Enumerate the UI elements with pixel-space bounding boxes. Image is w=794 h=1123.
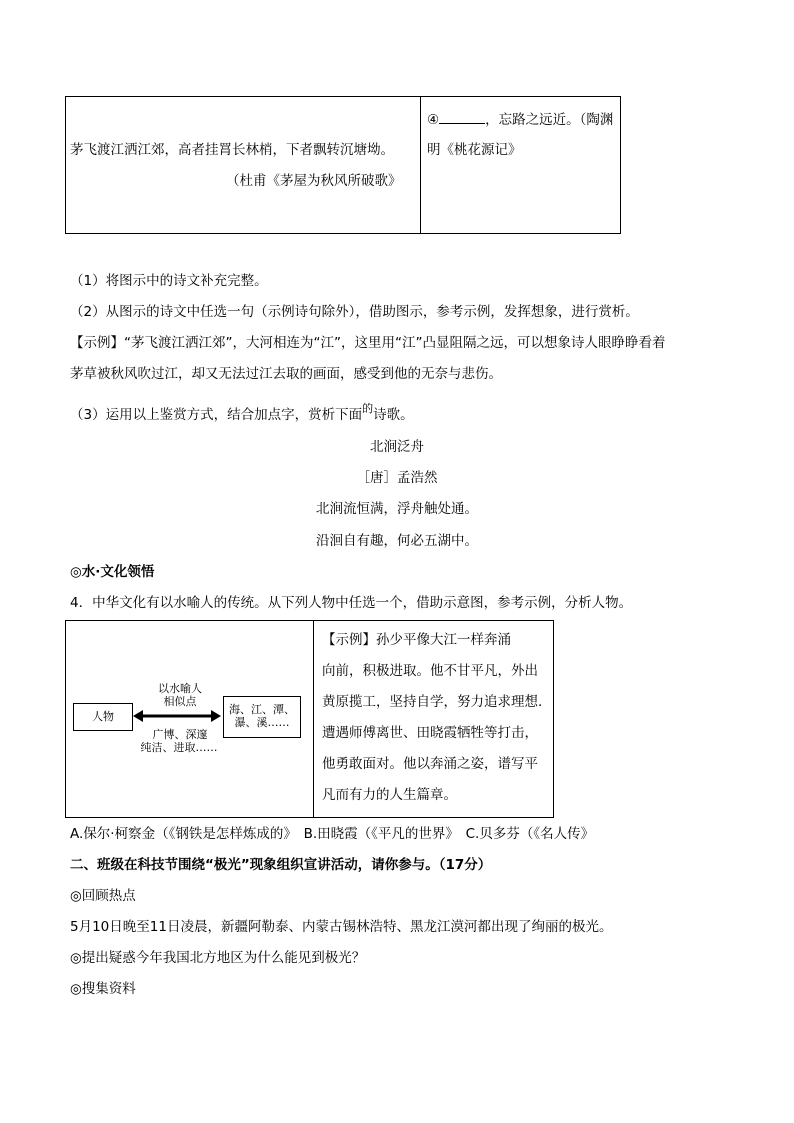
diagram-person-label: 人物 — [92, 710, 114, 723]
diagram-bottom-label-2: 纯洁、进取…… — [140, 741, 218, 754]
poem-line-1: 北涧流恒满，浮舟触处通。 — [316, 501, 478, 517]
double-arrow-icon — [133, 709, 221, 723]
answer-options: A.保尔·柯察金（《钢铁是怎样炼成的》 B.田晓霞（《平凡的世界》 C.贝多芬（《名人传》 — [70, 826, 595, 842]
question-2: （2）从图示的诗文中任选一句（示例诗句除外），借助图示，参考示例，发挥想象，进行赏析。 — [70, 304, 639, 320]
diagram-top-label-2: 相似点 — [163, 695, 197, 708]
review-heading: ◎回顾热点 — [70, 888, 136, 904]
poem-title: 北涧泛舟 — [370, 439, 424, 455]
example-2-line1: 【示例】孙少平像大江一样奔涌 — [322, 632, 511, 648]
diagram-water-line1: 海、江、潭、 — [229, 703, 295, 716]
diagram-person-box — [73, 703, 133, 731]
poem-author: ［唐］孟浩然 — [356, 470, 438, 486]
question-3-text-b: 诗歌。 — [373, 407, 414, 423]
question-1: （1）将图示中的诗文补充完整。 — [70, 273, 268, 289]
example-2-line3: 黄原揽工，坚持自学，努力追求理想. — [322, 694, 543, 710]
fill-blank[interactable] — [439, 110, 485, 124]
collect-heading: ◎搜集资料 — [70, 981, 136, 997]
poem-table-divider — [420, 96, 421, 233]
diagram-water-line2: 瀑、溪…… — [234, 716, 290, 729]
example-2-line2: 向前，积极进取。他不甘平凡，外出 — [322, 663, 538, 679]
poem-table-left-line: 茅飞渡江洒江郊，高者挂罥长林梢，下者飘转沉塘坳。 — [70, 142, 394, 158]
question-3-text-a: （3）运用以上鉴赏方式，结合加点字，赏析下面 — [70, 407, 363, 423]
example-2-line4: 遭遇师傅离世、田晓霞牺牲等打击， — [322, 725, 538, 741]
question-4: 4．中华文化有以水喻人的传统。从下列人物中任选一个，借助示意图，参考示例，分析人物。 — [70, 595, 633, 611]
doubt-text: ◎提出疑惑今年我国北方地区为什么能见到极光？ — [70, 950, 366, 966]
example-2-line5: 他勇敢面对。他以奔涌之姿，谱写平 — [322, 756, 538, 772]
example-2-line6: 凡而有力的人生篇章。 — [322, 787, 457, 803]
section-2-heading: 二、班级在科技节围绕“极光”现象组织宣讲活动，请你参与。（17分） — [70, 857, 492, 873]
blank-number: ④ — [427, 112, 440, 128]
right-line1-rest: ，忘路之远近。（陶渊 — [485, 112, 614, 128]
example-1-line2: 茅草被秋风吹过江，却又无法过江去取的画面，感受到他的无奈与悲伤。 — [70, 366, 502, 382]
question-3 — [70, 402, 414, 425]
poem-line-2: 沿洄自有趣，何必五湖中。 — [316, 533, 478, 549]
figure-table-divider — [313, 620, 314, 817]
poem-table-right-line1 — [427, 110, 613, 129]
question-3-stray-char: 的 — [362, 402, 374, 415]
diagram-bottom-label-1: 广博、深邃 — [152, 728, 208, 741]
poem-table-right-line2: 明《桃花源记》 — [427, 142, 522, 158]
diagram-top-label-1: 以水喻人 — [158, 682, 202, 695]
news-text: 5月10日晚至11日凌晨，新疆阿勒泰、内蒙古锡林浩特、黑龙江漠河都出现了绚丽的极光。 — [70, 919, 613, 935]
diagram-water-box — [223, 696, 301, 738]
poem-table-left-source: （杜甫《茅屋为秋风所破歌》 — [226, 173, 402, 189]
section-water-heading: ◎水·文化领悟 — [70, 564, 155, 580]
example-1-line1: 【示例】“茅飞渡江洒江郊”，大河相连为“江”，这里用“江”凸显阻隔之远，可以想象诗人眼睁睁看着 — [70, 335, 666, 351]
